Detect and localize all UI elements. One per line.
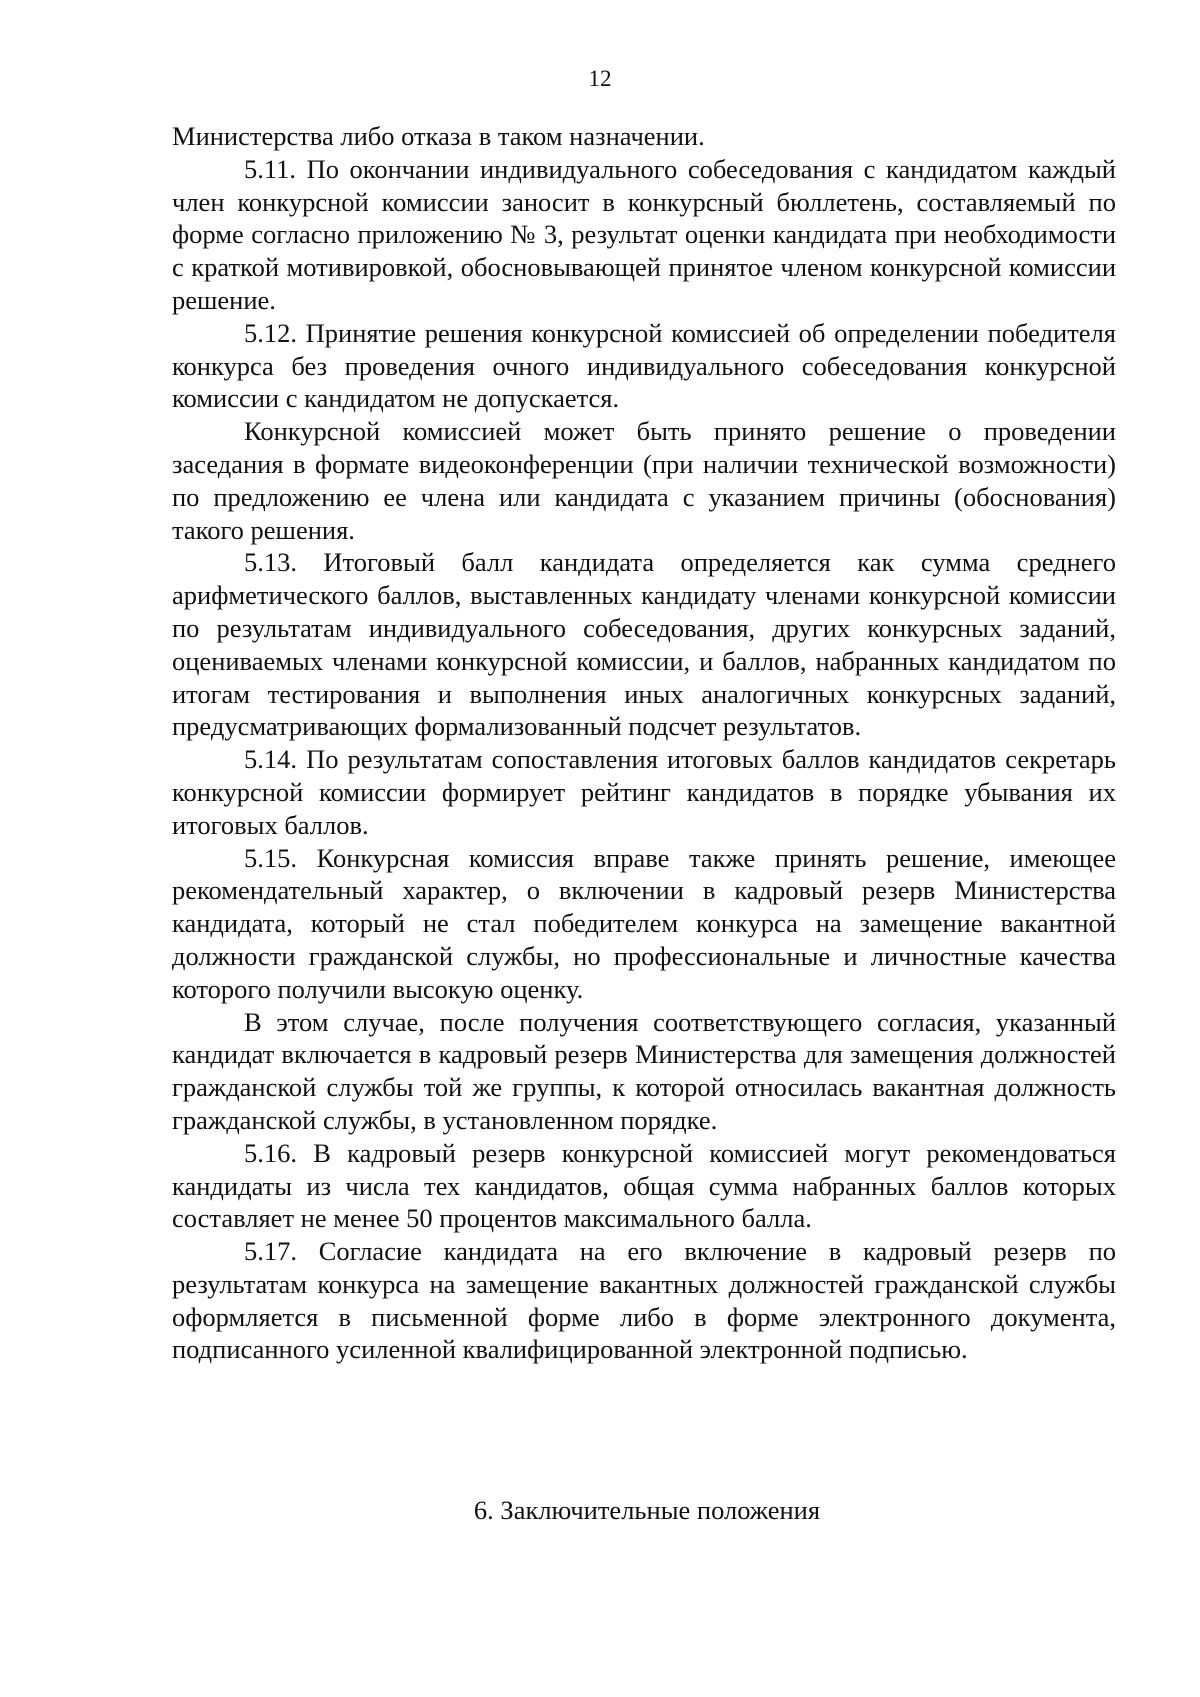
page-number: 12 bbox=[588, 66, 612, 91]
paragraph-5-11: 5.11. По окончании индивидуального собеседования с кандидатом каждый член конкурсной комиссии заносит в конкурсный бюллетень, составляемый по форме согласно приложению № 3, результат оценки кандидата при необходимости с краткой мотивировкой, обосновывающей принятое членом конкурсной комиссии решение. bbox=[172, 153, 1116, 315]
paragraph-5-15: 5.15. Конкурсная комиссия вправе также принять решение, имеющее рекомендательный характер, о включении в кадровый резерв Министерства кандидата, который не стал победителем конкурса на замещение вакантной должности гражданской службы, но профессиональные и личностные качества которого получили высокую оценку. bbox=[172, 842, 1116, 1004]
paragraph-5-17: 5.17. Согласие кандидата на его включение в кадровый резерв по результатам конкурса на замещение вакантных должностей гражданской службы оформляется в письменной форме либо в форме электронного документа, подписанного усиленной квалифицированной электронной подписью. bbox=[172, 1236, 1116, 1365]
paragraph-continuation: Министерства либо отказа в таком назначении. bbox=[172, 121, 705, 151]
paragraph-videoconference: Конкурсной комиссией может быть принято решение о проведении заседания в формате видеоконференции (при наличии технической возможности) по предложению ее члена или кандидата с указанием причины (обоснования) такого решения. bbox=[172, 416, 1116, 545]
section-heading: 6. Заключительные положения bbox=[473, 1495, 821, 1525]
paragraph-5-13: 5.13. Итоговый балл кандидата определяется как сумма среднего арифметического баллов, выставленных кандидату членами конкурсной комиссии по результатам индивидуального собеседования, других конкурсных заданий, оцениваемых членами конкурсной комиссии, и баллов, набранных кандидатом по итогам тестирования и выполнения иных аналогичных конкурсных заданий, предусматривающих формализованный подсчет результатов. bbox=[172, 547, 1116, 742]
document-body bbox=[172, 120, 1116, 1366]
paragraph-5-16: 5.16. В кадровый резерв конкурсной комиссией могут рекомендоваться кандидаты из числа тех кандидатов, общая сумма набранных баллов которых составляет не менее 50 процентов максимального балла. bbox=[172, 1137, 1116, 1234]
paragraph-5-12: 5.12. Принятие решения конкурсной комиссией об определении победителя конкурса без проведения очного индивидуального собеседования конкурсной комиссии с кандидатом не допускается. bbox=[172, 317, 1116, 414]
paragraph-reserve-inclusion: В этом случае, после получения соответствующего согласия, указанный кандидат включается в кадровый резерв Министерства для замещения должностей гражданской службы той же группы, к которой относилась вакантная должность гражданской службы, в установленном порядке. bbox=[172, 1006, 1116, 1135]
paragraph-5-14: 5.14. По результатам сопоставления итоговых баллов кандидатов секретарь конкурсной комиссии формирует рейтинг кандидатов в порядке убывания их итоговых баллов. bbox=[172, 744, 1116, 840]
